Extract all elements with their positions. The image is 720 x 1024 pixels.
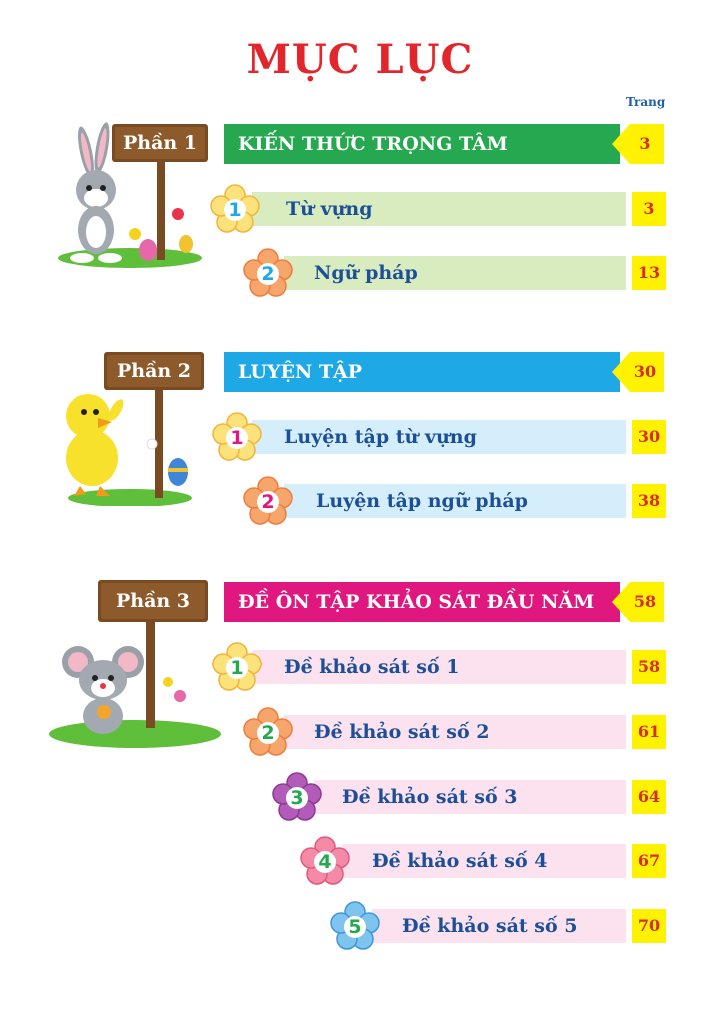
toc-item-number: 2 — [261, 491, 275, 513]
toc-item-page: 64 — [632, 780, 666, 814]
toc-item-page: 58 — [632, 650, 666, 684]
toc-item[interactable] — [0, 484, 720, 518]
toc-item-number: 4 — [318, 851, 332, 873]
toc-item-number: 5 — [348, 916, 362, 938]
part-sign-label: Phần 2 — [116, 360, 192, 382]
toc-item-label: Đề khảo sát số 2 — [314, 721, 490, 743]
section-heading-page: 58 — [633, 592, 657, 611]
toc-item-label: Từ vựng — [286, 198, 373, 220]
toc-item-number: 1 — [230, 657, 244, 679]
toc-item[interactable] — [0, 256, 720, 290]
section-heading-text: KIẾN THỨC TRỌNG TÂM — [238, 133, 508, 155]
page-column-label: Trang — [626, 95, 666, 109]
section-heading-text: ĐỀ ÔN TẬP KHẢO SÁT ĐẦU NĂM — [238, 591, 595, 613]
toc-item-label: Luyện tập ngữ pháp — [316, 490, 528, 512]
toc-item-label: Đề khảo sát số 4 — [372, 850, 548, 872]
toc-item-page: 13 — [632, 256, 666, 290]
toc-item-number: 1 — [228, 199, 242, 221]
toc-item-label: Ngữ pháp — [314, 262, 418, 284]
toc-item-page: 67 — [632, 844, 666, 878]
section-heading-page: 30 — [633, 362, 657, 381]
toc-item[interactable] — [0, 420, 720, 454]
section-part-1 — [0, 118, 720, 348]
part-sign-label: Phần 1 — [122, 132, 198, 154]
section-heading-text: LUYỆN TẬP — [238, 361, 363, 383]
toc-item-label: Đề khảo sát số 5 — [402, 915, 578, 937]
section-heading-bar[interactable] — [224, 124, 620, 164]
toc-item[interactable] — [0, 909, 720, 943]
section-part-2 — [0, 346, 720, 576]
toc-item-page: 30 — [632, 420, 666, 454]
toc-item[interactable] — [0, 715, 720, 749]
page-title: MỤC LỤC — [246, 36, 474, 83]
toc-item-label: Luyện tập từ vựng — [284, 426, 477, 448]
toc-item-number: 3 — [290, 787, 304, 809]
toc-item[interactable] — [0, 780, 720, 814]
part-sign-label: Phần 3 — [115, 590, 191, 612]
toc-item-label: Đề khảo sát số 1 — [284, 656, 460, 678]
toc-item-page: 3 — [632, 192, 666, 226]
section-part-3 — [0, 576, 720, 976]
toc-item-page: 61 — [632, 715, 666, 749]
section-heading-bar[interactable] — [224, 582, 620, 622]
section-heading-bar[interactable] — [224, 352, 620, 392]
toc-item[interactable] — [0, 192, 720, 226]
toc-item-page: 70 — [632, 909, 666, 943]
toc-item-page: 38 — [632, 484, 666, 518]
toc-item[interactable] — [0, 650, 720, 684]
toc-item-number: 1 — [230, 427, 244, 449]
toc-item[interactable] — [0, 844, 720, 878]
toc-item-number: 2 — [261, 263, 275, 285]
toc-item-label: Đề khảo sát số 3 — [342, 786, 518, 808]
section-heading-page: 3 — [639, 134, 651, 153]
toc-item-number: 2 — [261, 722, 275, 744]
